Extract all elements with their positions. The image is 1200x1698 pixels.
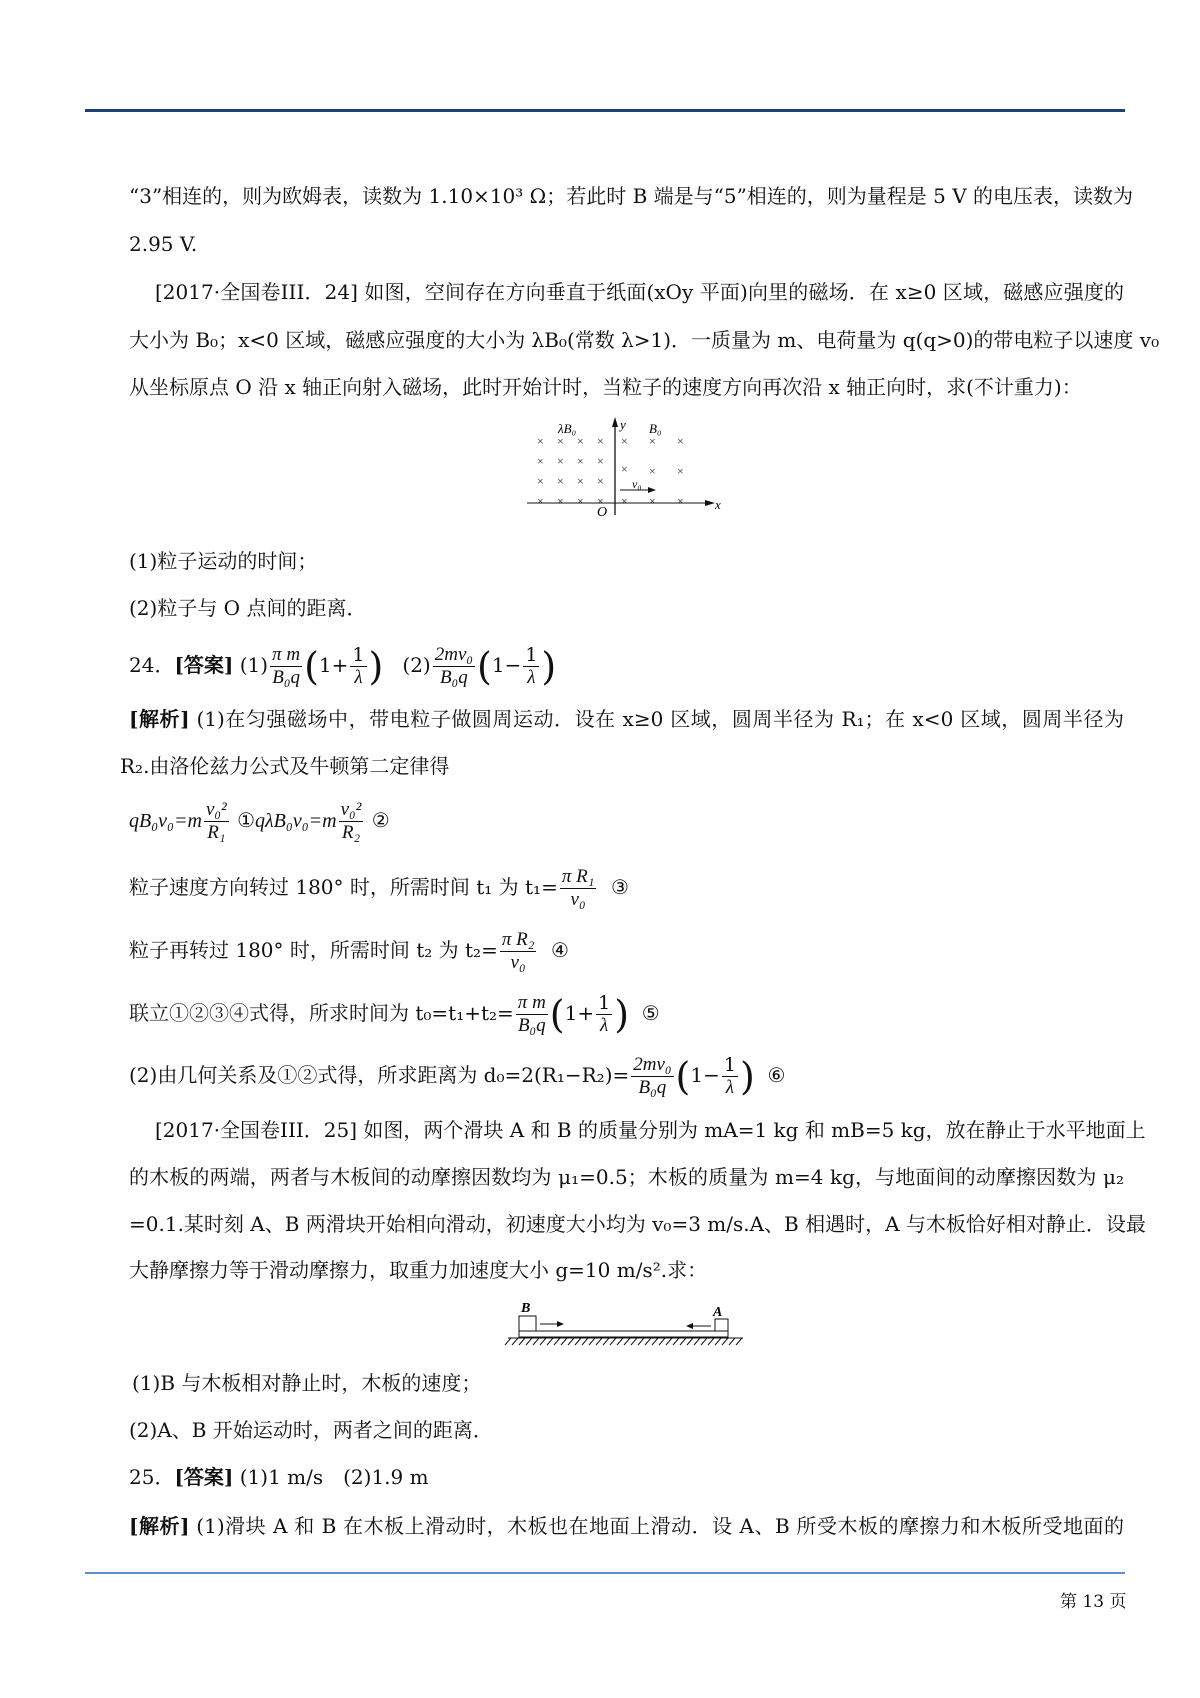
question-25-line: 的木板的两端，两者与木板间的动摩擦因数均为 μ₁=0.5；木板的质量为 m=4 kg，与地面间的动摩擦因数为 μ₂ (129, 1165, 1124, 1189)
sliding-blocks-figure (503, 1298, 748, 1358)
origin-label: O (597, 505, 608, 520)
v0-label: v₀ (632, 477, 642, 491)
analysis-24-line: R₂.由洛伦兹力公式及牛顿第二定律得 (120, 754, 450, 778)
lambda-b0-label: λB₀ (558, 421, 577, 436)
question-24-part-1: (1)粒子运动的时间； (129, 549, 318, 573)
question-25-line: 大静摩擦力等于滑动摩擦力，取重力加速度大小 g=10 m/s².求： (129, 1258, 708, 1282)
analysis-24-line: [解析] (1)在匀强磁场中，带电粒子做圆周运动．设在 x≥0 区域，圆周半径为 R₁；在 x<0 区域，圆周半径为 (129, 707, 1124, 731)
field-cross-mark: × (677, 494, 684, 508)
field-cross-mark: × (649, 434, 656, 448)
field-cross-mark: × (557, 494, 564, 508)
part-label: (1) (239, 653, 269, 677)
x-label: x (715, 497, 721, 512)
field-cross-mark: × (621, 462, 628, 476)
footer-rule (85, 1572, 1125, 1574)
answer-25: 25．[答案] (1)1 m/s (2)1.9 m (129, 1465, 429, 1489)
equation-6: (2)由几何关系及①②式得，所求距离为 d₀=2(R₁−R₂)= $\frac{\text{2mv₀}}{\text{B₀q}}$ (1− $\frac{1}{\lambda}$ ) ⑥ (129, 1054, 786, 1099)
question-25-part-1: (1)B 与木板相对静止时，木板的速度； (132, 1371, 482, 1395)
field-cross-mark: × (597, 494, 604, 508)
question-25-line: [2017·全国卷III．25] 如图，两个滑块 A 和 B 的质量分别为 mA=1 kg 和 mB=5 kg，放在静止于水平地面上 (155, 1118, 1146, 1142)
answer-24: 24．[答案] (1) $\frac{\text{π m}}{\text{B₀q}}$ (1+ $\frac{1}{\lambda}$ ) (2) $\frac{\text{2mv₀}}{\text{B₀q}}$ (1− $\frac{1}{\lambda}$ ) (129, 644, 557, 689)
header-rule (85, 109, 1125, 112)
field-cross-mark: × (577, 434, 584, 448)
field-cross-mark: × (577, 474, 584, 488)
question-25-part-2: (2)A、B 开始运动时，两者之间的距离． (129, 1418, 493, 1442)
equation-5: 联立①②③④式得，所求时间为 t₀=t₁+t₂= $\frac{\text{π m}}{\text{B₀q}}$ (1+ $\frac{1}{\lambda}$ ) ⑤ (129, 992, 660, 1037)
block-a-label: A (713, 1305, 723, 1320)
answer-number: 24． (129, 653, 175, 677)
field-cross-mark: × (649, 464, 656, 478)
page-number: 第 13 页 (1060, 1592, 1127, 1612)
field-cross-mark: × (537, 494, 544, 508)
b0-label: B₀ (649, 421, 662, 436)
question-24-line: 大小为 B₀；x<0 区域，磁感应强度的大小为 λB₀(常数 λ>1)．一质量为 m、电荷量为 q(q>0)的带电粒子以速度 v₀ (129, 328, 1160, 352)
board (519, 1331, 728, 1337)
field-cross-mark: × (537, 474, 544, 488)
fraction: $\frac{\text{π m}}{\text{B₀q}}$ (272, 644, 301, 688)
question-24-line: 从坐标原点 O 沿 x 轴正向射入磁场，此时开始计时，当粒子的速度方向再次沿 x 轴正向时，求(不计重力)： (129, 375, 1082, 399)
question-24-part-2: (2)粒子与 O 点间的距离． (129, 596, 367, 620)
text-line: 2.95 V. (129, 232, 198, 256)
block-b-label: B (521, 1301, 531, 1316)
fraction: $\frac{\text{2mv₀}}{\text{B₀q}}$ (434, 644, 474, 688)
field-cross-mark: × (649, 494, 656, 508)
answer-tag: [答案] (174, 653, 234, 677)
fraction: $\frac{1}{\lambda}$ (352, 644, 365, 688)
field-cross-mark: × (537, 454, 544, 468)
question-24-line: [2017·全国卷III．24] 如图，空间存在方向垂直于纸面(xOy 平面)向里的磁场．在 x≥0 区域，磁感应强度的 (155, 280, 1124, 304)
field-cross-mark: × (597, 434, 604, 448)
field-cross-mark: × (597, 474, 604, 488)
field-cross-mark: × (557, 474, 564, 488)
part-label: (2) (402, 653, 431, 677)
field-cross-mark: × (621, 434, 628, 448)
analysis-25-line: [解析] (1)滑块 A 和 B 在木板上滑动时，木板也在地面上滑动．设 A、B 所受木板的摩擦力和木板所受地面的 (129, 1514, 1124, 1538)
field-cross-mark: × (557, 434, 564, 448)
equation-4: 粒子再转过 180° 时，所需时间 t₂ 为 t₂= $\frac{\text{π R₂}}{\text{v₀}}$ ④ (129, 929, 569, 973)
equation-3: 粒子速度方向转过 180° 时，所需时间 t₁ 为 t₁= $\frac{\text{π R₁}}{\text{v₀}}$ ③ (129, 866, 629, 910)
text-line: “3”相连的，则为欧姆表，读数为 1.10×10³ Ω；若此时 B 端是与“5”相连的，则为量程是 5 V 的电压表，读数为 (129, 184, 1134, 208)
field-cross-mark: × (577, 454, 584, 468)
block-b (519, 1316, 536, 1331)
magnetic-field-figure (525, 415, 725, 520)
equation-1-2: qB₀v₀=m $\frac{\text{v₀²}}{\text{R₁}}$ ①qλB₀v₀=m $\frac{\text{v₀²}}{\text{R₂}}$ ② (129, 799, 390, 843)
question-25-line: =0.1.某时刻 A、B 两滑块开始相向滑动，初速度大小均为 v₀=3 m/s.A、B 相遇时，A 与木板恰好相对静止．设最 (129, 1212, 1146, 1236)
field-cross-mark: × (621, 494, 628, 508)
field-cross-mark: × (677, 434, 684, 448)
y-label: y (620, 417, 626, 432)
field-cross-mark: × (557, 454, 564, 468)
field-cross-mark: × (577, 494, 584, 508)
block-a (715, 1319, 728, 1331)
field-cross-mark: × (677, 464, 684, 478)
field-cross-mark: × (537, 434, 544, 448)
field-cross-mark: × (597, 454, 604, 468)
fraction: $\frac{1}{\lambda}$ (525, 644, 538, 688)
